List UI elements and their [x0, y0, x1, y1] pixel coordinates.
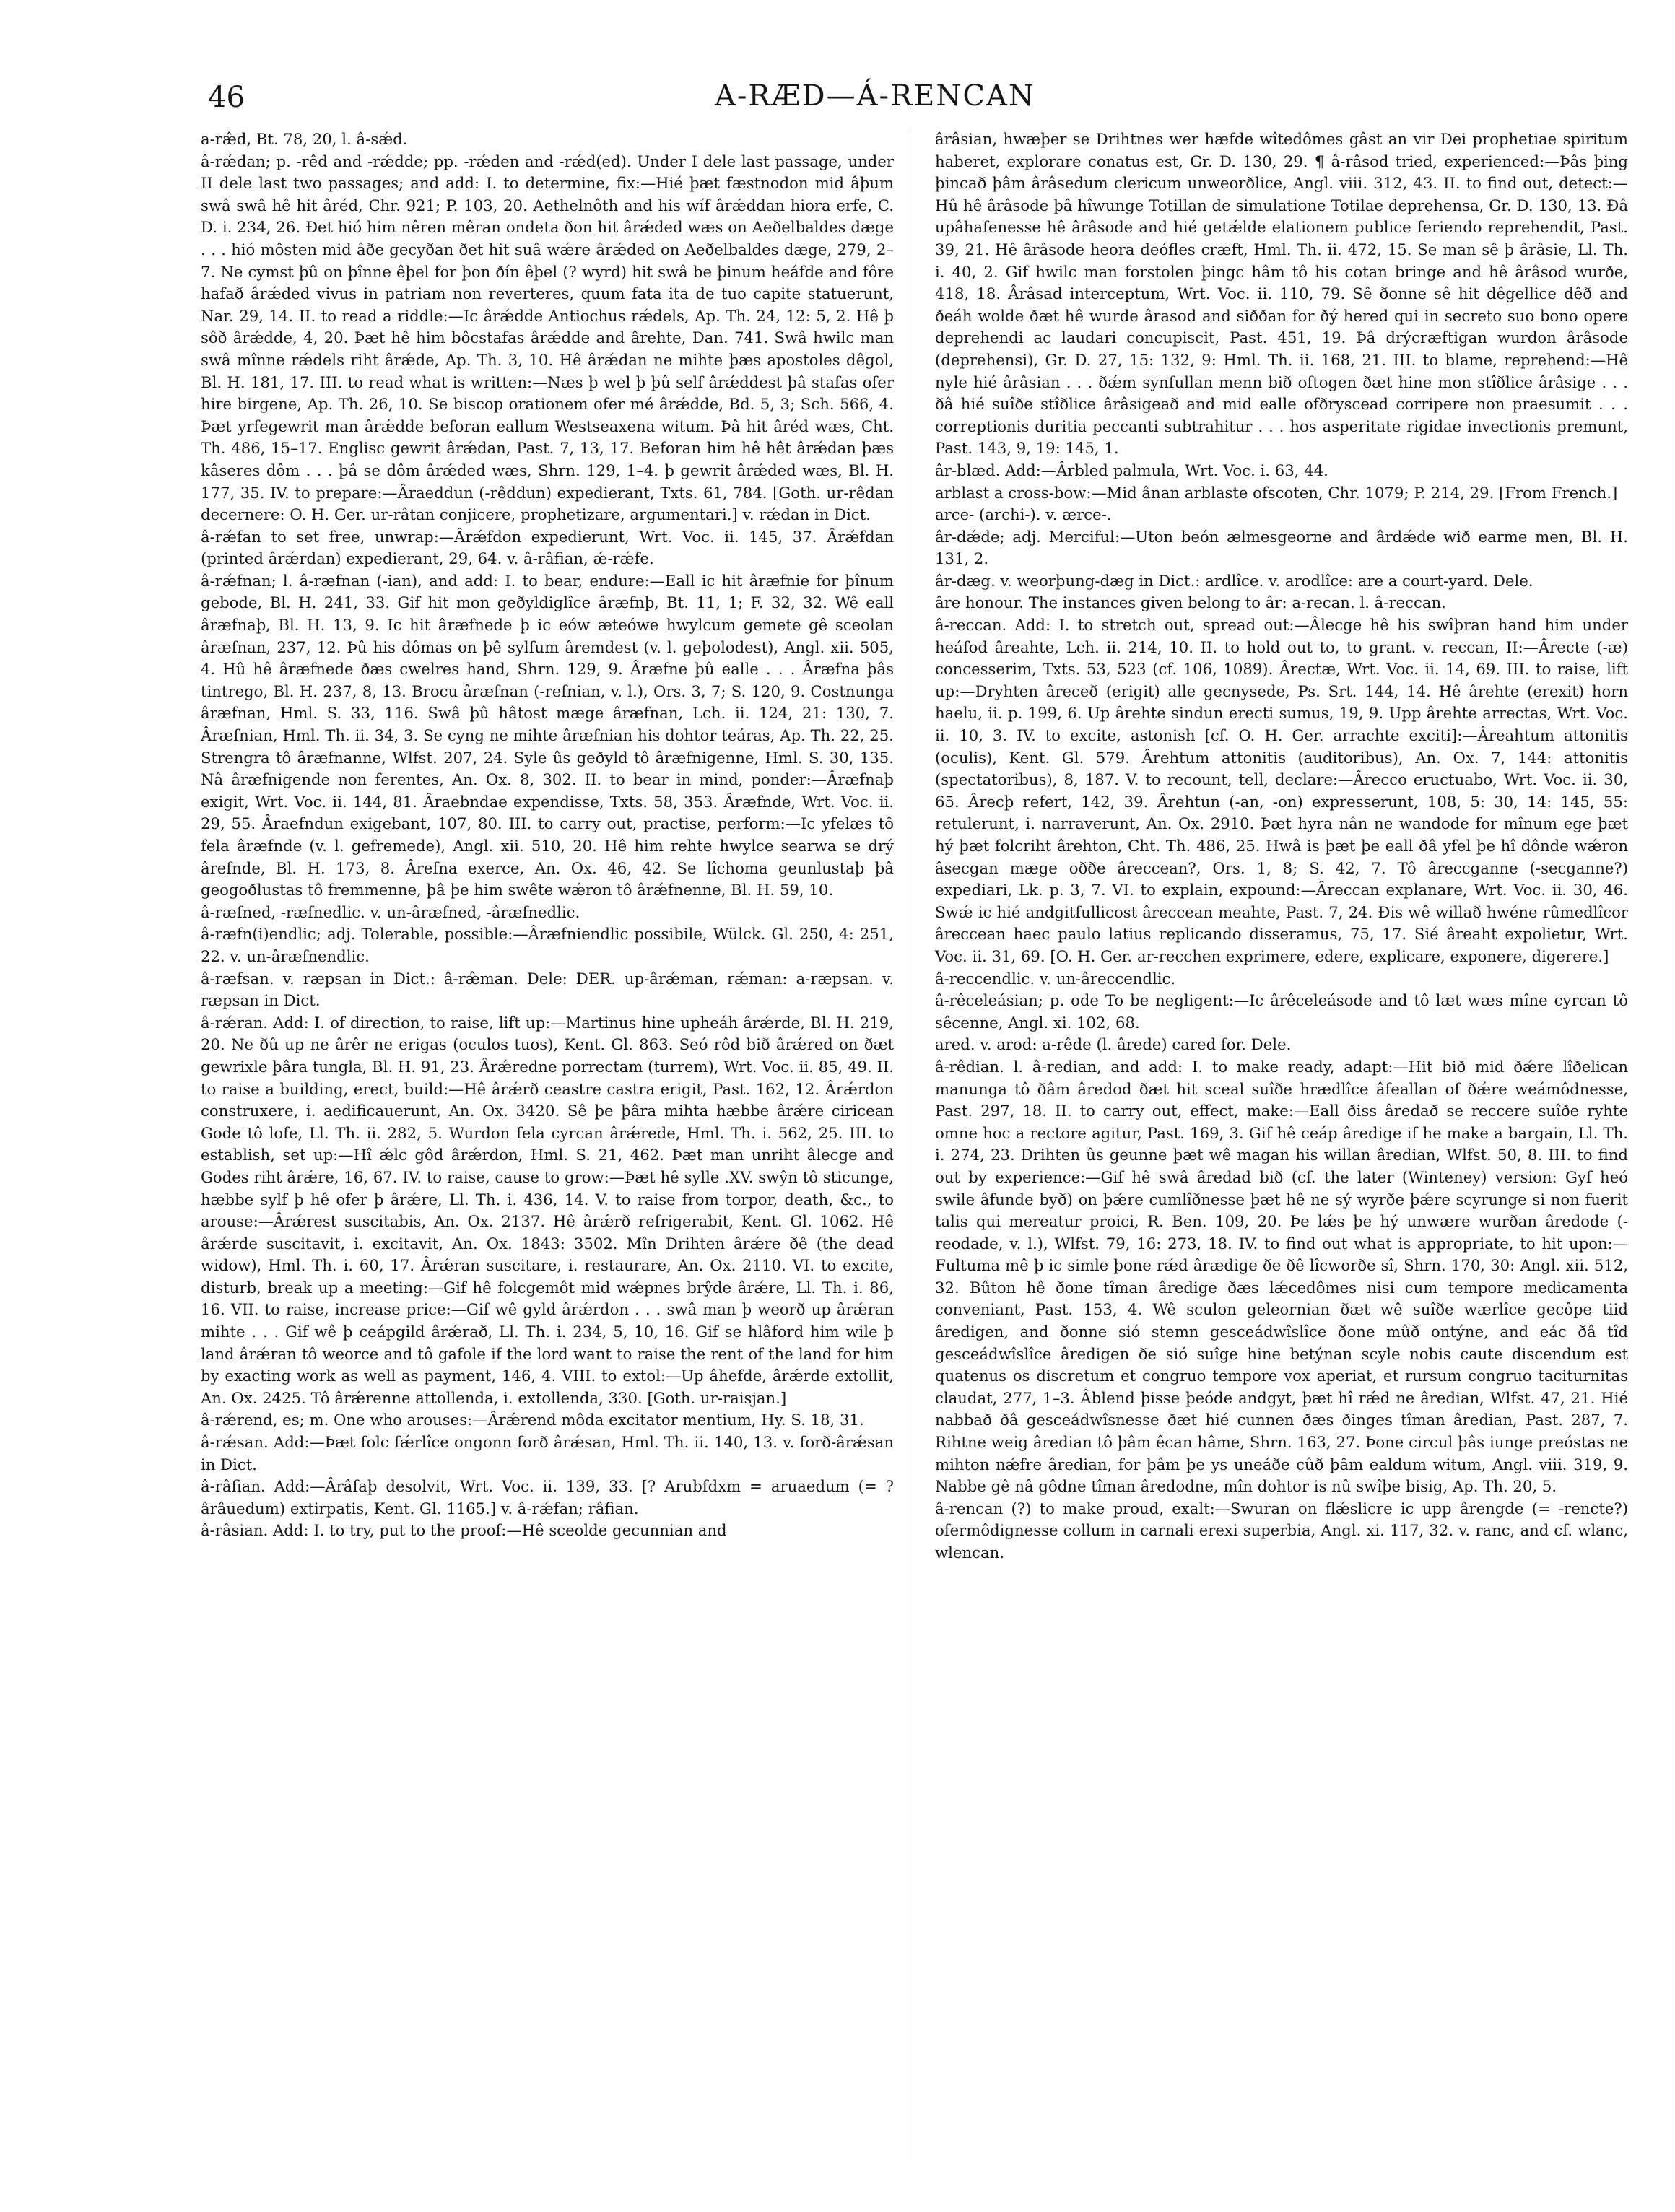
entry: a-ræ̂d, Bt. 78, 20, l. â-sǽd.: [201, 130, 408, 148]
entry: â-rǽdan; p. -rêd and -rǽdde; pp. -rǽden and -rǽd(ed). Under I dele last passage, under II dele last two passages; and add: I. to determine, fix:—Hié þæt fæstnodon mid âþum swâ swâ hê hit âréd, Chr. 921; P. 103, 20. Aethelnôth and his wíf ârǽddan hiora erfe, C. D. i. 234, 26. Ðet hió him nêren mêran ondeta ðon hit ârǽded wæs on Aeðelbaldes dæge . . . hió môsten mid âðe gecyðan ðet hit suâ wǽre ârǽded on Aeðelbaldes dæge, 279, 2–7. Ne cymst þû on þînne êþel for þon ðín êþel (? wyrd) hit swâ be þinum heáfde and fôre hafað ârǽded vivus in patriam non reverteres, quum fata ita de tuo capite statuerunt, Nar. 29, 14. II. to read a riddle:—Ic ârǽdde Antiochus rǽdels, Ap. Th. 24, 12: 5, 2. Hê þ sôð ârǽdde, 4, 20. Þæt hê him bôcstafas ârǽdde and ârehte, Dan. 741. Swâ hwilc man swâ mînne rǽdels riht ârǽde, Ap. Th. 3, 10. Hê ârǽdan ne mihte þæs apostoles dêgol, Bl. H. 181, 17. III. to read what is written:—Næs þ wel þ þû self ârǽddest þâ stafas ofer hire birgene, Ap. Th. 26, 10. Se biscop orationem ofer mé ârǽdde, Bd. 5, 3; Sch. 566, 4. Þæt yrfegewrit man ârǽdde beforan eallum Westseaxena witum. Þâ hit âréd wæs, Cht. Th. 486, 15–17. Englisc gewrit ârǽdan, Past. 7, 13, 17. Beforan him hê hêt ârǽdan þæs kâseres dôm . . . þâ se dôm ârǽded wæs, Shrn. 129, 1–4. þ gewrit ârǽded wæs, Bl. H. 177, 35. IV. to prepare:—Âraeddun (-rêddun) expedierant, Txts. 61, 784. [Goth. ur-rêdan decernere: O. H. Ger. ur-râtan conjicere, prophetizare, argumentari.] v. rǽdan in Dict.: [201, 152, 894, 524]
entry: arblast a cross-bow:—Mid ânan arblaste ofscoten, Chr. 1079; P. 214, 29. [From French.]: [935, 483, 1618, 502]
entry: ared. v. arod: a-rêde (l. ârede) cared for. Dele.: [935, 1035, 1292, 1054]
entry: â-rǽsan. Add:—Þæt folc fǽrlîce ongonn forð ârǽsan, Hml. Th. ii. 140, 13. v. forð-ârǽsan in Dict.: [201, 1433, 894, 1473]
entry: ârâsian, hwæþer se Drihtnes wer hæfde wîtedômes gâst an vir Dei prophetiae spiritum haberet, explorare conatus est, Gr. D. 130, 29. ¶ â-râsod tried, experienced:—Þâs þing þincað þâm ârâsedum clericum unweorðlice, Angl. viii. 312, 43. II. to find out, detect:—Hû hê ârâsode þâ hîwunge Totillan de simulatione Totilae deprehensa, Gr. D. 130, 13. Ðâ upâhafenesse hê ârâsode and hié getǽlde elationem publice feriendo reprehendit, Past. 39, 21. Hê ârâsode heora deófles cræft, Hml. Th. ii. 472, 15. Se man sê þ ârâsie, Ll. Th. i. 40, 2. Gif hwilc man forstolen þingc hâm tô his cotan bringe and hê ârâsod wurðe, 418, 18. Ârâsad interceptum, Wrt. Voc. ii. 110, 79. Sê ðonne sê hit dêgellice dêð and ðeáh wolde ðæt hê wurde ârasod and siððan for ðý hered qui in secreto suo bono opere deprehendi ac laudari concupiscit, Past. 451, 19. Þâ drýcræftigan wurdon ârâsode (deprehensi), Gr. D. 27, 15: 132, 9: Hml. Th. ii. 168, 21. III. to blame, reprehend:—Hê nyle hié ârâsian . . . ðǽm synfullan menn bið oftogen ðæt hine mon stîðlice ârâsige . . . ðâ hié suîðe stîðlice ârâsigeað and mid ealle ofðryscead corripere non praesumit . . . correptionis duritia peccanti subtrahitur . . . hos asperitate rigidae invectionis premunt, Past. 143, 9, 19: 145, 1.: [935, 130, 1628, 458]
entry: â-reccendlic. v. un-âreccendlic.: [935, 969, 1176, 988]
entry: â-râfian. Add:—Ârâfaþ desolvit, Wrt. Voc. ii. 139, 33. [? Arubfdxm = aruaedum (= ? ârâuedum) extirpatis, Kent. Gl. 1165.] v. â-rǽfan; râfian.: [201, 1477, 894, 1518]
entry: â-rencan (?) to make proud, exalt:—Swuran on flǽslicre ic upp ârengde (= -rencte?) ofermôdignesse collum in carnali erexi superbia, Angl. xi. 117, 32. v. ranc, and cf. wlanc, wlencan.: [935, 1499, 1628, 1562]
entry: â-râsian. Add: I. to try, put to the proof:—Hê sceolde gecunnian and: [201, 1521, 727, 1540]
entry: âr-dæg. v. weorþung-dæg in Dict.: ardlîce. v. arodlîce: are a court-yard. Dele.: [935, 571, 1533, 590]
entry: â-rêdian. l. â-redian, and add: I. to make ready, adapt:—Hit bið mid ðǽre lîðelican manunga tô ðâm âredod ðæt hit sceal suîðe hrædlîce âfeallan of ðǽre weámôdnesse, Past. 297, 18. II. to carry out, effect, make:—Eall ðiss âredað se reccere suîðe ryhte omne hoc a rectore agitur, Past. 169, 3. Gif hê ceáp âredige if he make a bargain, Ll. Th. i. 274, 23. Drihten ûs geunne þæt wê magan his willan âredian, Wlfst. 50, 8. III. to find out by experience:—Gif hê swâ âredad bið (cf. the later (Winteney) version: Gyf heó swile âfunde byð) on þǽre cumlîðnesse þæt hê ne sý wyrðe þǽre scyrunge si non fuerit talis qui mereatur proici, R. Ben. 109, 20. Þe lǽs þe hý unwære wurðan âredode (-reodade, v. l.), Wlfst. 79, 16: 273, 18. IV. to find out what is appropriate, to hit upon:—Fultuma mê þ ic simle þone rǽd ârædige ðe ðê lîcworðe sî, Shrn. 170, 30: Angl. xii. 512, 32. Bûton hê ðone tîman âredige ðæs lǽcedômes nisi cum tempore medicamenta conveniant, Past. 153, 4. Wê sculon geleornian ðæt wê suîðe wærlîce gecôpe tiid âredigen, and ðonne sió stemn gesceádwîslîce ðone mûð ontýne, and eác ðâ tîd gesceádwîslîce âredigen ðe sió suîge hine betýnan scyle nobis caute discendum est quatenus os discretum et congruo tempore vox aperiat, et rursum congruo taciturnitas claudat, 277, 1–3. Âblend þisse þeóde andgyt, þæt hî rǽd ne âredian, Wlfst. 47, 21. Hié nabbað ðâ gesceádwîsnesse ðæt hié cunnen ðæs ðinges tîman âredian, Past. 287, 7. Rihtne weig âredian tô þâm êcan hâme, Shrn. 163, 27. Þone circul þâs iunge preóstas ne mihton nǽfre âredian, for þâm þe ys uneáðe cûð þâm ealdum witum, Angl. viii. 319, 9. Nabbe gê nâ gôdne tîman âredodne, mîn dohtor is nû swîþe bisig, Ap. Th. 20, 5.: [935, 1057, 1628, 1496]
right-column: [935, 129, 1628, 2164]
entry: â-ræfsan. v. ræpsan in Dict.: â-ræ̂man. Dele: DER. up-ârǽman, rǽman: a-ræpsan. v. ræpsan in Dict.: [201, 969, 894, 1010]
page-number: 46: [208, 81, 245, 114]
left-column: [201, 129, 894, 2164]
entry: â-reccan. Add: I. to stretch out, spread out:—Âlecge hê his swîþran hand him under heáfod âreahte, Lch. ii. 214, 10. II. to hold out to, to grant. v. reccan, II:—Ârecte (-æ) concesserim, Txts. 53, 523 (cf. 106, 1089). Ârectæ, Wrt. Voc. ii. 14, 69. III. to raise, lift up:—Dryhten âreceð (erigit) alle gecnysede, Ps. Srt. 144, 14. Hê ârehte (erexit) horn haelu, ii. p. 199, 6. Up ârehte sindun erecti sumus, 19, 9. Upp ârehte arrectas, Wrt. Voc. ii. 10, 3. IV. to excite, astonish [cf. O. H. Ger. arrachte exciti]:—Âreahtum attonitis (oculis), Kent. Gl. 579. Ârehtum attonitis (auditoribus), An. Ox. 7, 144: attonitis (spectatoribus), 8, 187. V. to recount, tell, declare:—Ârecco eructuabo, Wrt. Voc. ii. 30, 65. Ârecþ refert, 142, 39. Ârehtun (-an, -on) expresserunt, 108, 5: 30, 14: 145, 55: retulerunt, i. narraverunt, An. Ox. 2910. Þæt hyra nân ne wandode for mînum ege þæt hý þæt folcriht ârehton, Cht. Th. 486, 25. Hwâ is þæt þe eall ðâ yfel þe hî dônde wǽron âsecgan mæge oððe âreccean?, Ors. 1, 8; S. 42, 7. Tô âreccganne (-secganne?) expediari, Lk. p. 3, 7. VI. to explain, expound:—Âreccan explanare, Wrt. Voc. ii. 30, 46. Swǽ ic hié andgitfullicost âreccean meahte, Past. 7, 24. Ðis wê willað hwéne rûmedlîcor âreccean haec paulo latius replicando disseramus, 75, 17. Sié âreaht expolietur, Wrt. Voc. ii. 31, 69. [O. H. Ger. ar-recchen exprimere, edere, explicare, exponere, digerere.]: [935, 616, 1628, 965]
entry: â-rǽfan to set free, unwrap:—Ârǽfdon expedierunt, Wrt. Voc. ii. 145, 37. Ârǽfdan (printed ârǽrdan) expedierant, 29, 64. v. â-râfian, ǽ-rǽfe.: [201, 527, 894, 568]
entry: â-rǽrend, es; m. One who arouses:—Ârǽrend môda excitator mentium, Hy. S. 18, 31.: [201, 1411, 864, 1429]
entry: â-ræfned, -ræfnedlic. v. un-âræfned, -âræfnedlic.: [201, 902, 580, 921]
entry: â-rǽran. Add: I. of direction, to raise, lift up:—Martinus hine upheáh ârǽrde, Bl. H. 219, 20. Ne ðû up ne ârêr ne erigas (oculos tuos), Kent. Gl. 863. Seó rôd bið ârǽred on ðæt gewrixle þâra tungla, Bl. H. 91, 23. Ârǽredne porrectam (turrem), Wrt. Voc. ii. 85, 49. II. to raise a building, erect, build:—Hê ârǽrð ceastre castra erigit, Past. 162, 12. Ârǽrdon construxere, i. aedificauerunt, An. Ox. 3420. Sê þe þâra mihta hæbbe ârǽre ciricean Gode tô lofe, Ll. Th. ii. 282, 5. Wurdon fela cyrcan ârǽrede, Hml. Th. i. 562, 25. III. to establish, set up:—Hî ǽlc gôd ârǽrdon, Hml. S. 21, 462. Þæt man unriht âlecge and Godes riht ârǽre, 16, 67. IV. to raise, cause to grow:—Þæt hê sylle .XV. swŷn tô sticunge, hæbbe sylf þ hê ofer þ ârǽre, Ll. Th. i. 436, 14. V. to raise from torpor, death, &c., to arouse:—Ârǽrest suscitabis, An. Ox. 2137. Hê ârǽrð refrigerabit, Kent. Gl. 1062. Hê ârǽrde suscitavit, i. excitavit, An. Ox. 1843: 3502. Mîn Drihten ârǽre ðê (the dead widow), Hml. Th. i. 60, 17. Ârǽran suscitare, i. restaurare, An. Ox. 2110. VI. to excite, disturb, break up a meeting:—Gif hê folcgemôt mid wǽpnes brŷde ârǽre, Ll. Th. i. 86, 16. VII. to raise, increase price:—Gif wê gyld ârǽrdon . . . swâ man þ weorð up ârǽran mihte . . . Gif wê þ ceápgild ârǽrað, Ll. Th. i. 234, 5, 10, 16. Gif se hlâford him wile þ land ârǽran tô weorce and tô gafole if the lord want to raise the rent of the land for him by exacting work as well as payment, 146, 4. VIII. to extol:—Up âhefde, ârǽrde extollit, An. Ox. 2425. Tô ârǽrenne attollenda, i. extollenda, 330. [Goth. ur-raisjan.]: [201, 1013, 894, 1407]
entry: â-ræfn(i)endlic; adj. Tolerable, possible:—Âræfniendlic possibile, Wülck. Gl. 250, 4: 251, 22. v. un-âræfnendlic.: [201, 925, 894, 965]
entry: â-rêceleásian; p. ode To be negligent:—Ic ârêceleásode and tô læt wæs mîne cyrcan tô sêcenne, Angl. xi. 102, 68.: [935, 991, 1628, 1032]
entry: âr-dǽde; adj. Merciful:—Uton beón ælmesgeorne and ârdǽde wið earme men, Bl. H. 131, 2.: [935, 527, 1628, 568]
entry: arce- (archi-). v. ærce-.: [935, 505, 1112, 524]
entry: âr-blæd. Add:—Ârbled palmula, Wrt. Voc. i. 63, 44.: [935, 461, 1328, 479]
entry: âre honour. The instances given belong to âr: a-recan. l. â-reccan.: [935, 593, 1446, 612]
entry: â-rǽfnan; l. â-ræfnan (-ian), and add: I. to bear, endure:—Eall ic hit âræfnie for þînum gebode, Bl. H. 241, 33. Gif hit mon geðyldiglîce âræfnþ, Bt. 11, 1; F. 32, 32. Wê eall âræfnaþ, Bl. H. 13, 9. Ic hit âræfnede þ ic eów æteówe hwylcum gemete gê sceolan âræfnan, 237, 12. Þû his dômas on þê sylfum âremdest (v. l. geþolodest), Angl. xii. 505, 4. Hû hê âræfnede ðæs cwelres hand, Shrn. 129, 9. Âræfne þû ealle . . . Âræfna þâs tintrego, Bl. H. 237, 8, 13. Brocu âræfnan (-refnian, v. l.), Ors. 3, 7; S. 120, 9. Costnunga âræfnan, Hml. S. 33, 116. Swâ þû hâtost mæge âræfnan, Lch. ii. 124, 21: 130, 7. Âræfnian, Hml. Th. ii. 34, 3. Se cyng ne mihte âræfnian his dohtor teáras, Ap. Th. 22, 25. Strengra tô âræfnanne, Wlfst. 207, 24. Syle ûs geðyld tô âræfnigenne, Hml. S. 30, 135. Nâ âræfnigende non ferentes, An. Ox. 8, 302. II. to bear in mind, ponder:—Âræfnaþ exigit, Wrt. Voc. ii. 144, 81. Âraebndae expendisse, Txts. 58, 353. Âræfnde, Wrt. Voc. ii. 29, 55. Âraefndun exigebant, 107, 80. III. to carry out, practise, perform:—Ic yfelæs tô fela âræfnde (v. l. gefremede), Angl. xii. 510, 20. Hê him rehte hwylce searwa se drý ârefnde, Bl. H. 173, 8. Ârefna exerce, An. Ox. 46, 42. Se lîchoma geunlustaþ þâ geogoðlustas tô fremmenne, þâ þe him swête wǽron tô ârǽfnenne, Bl. H. 59, 10.: [201, 571, 894, 900]
running-head: A-RÆD—Á-RENCAN: [715, 79, 1035, 113]
